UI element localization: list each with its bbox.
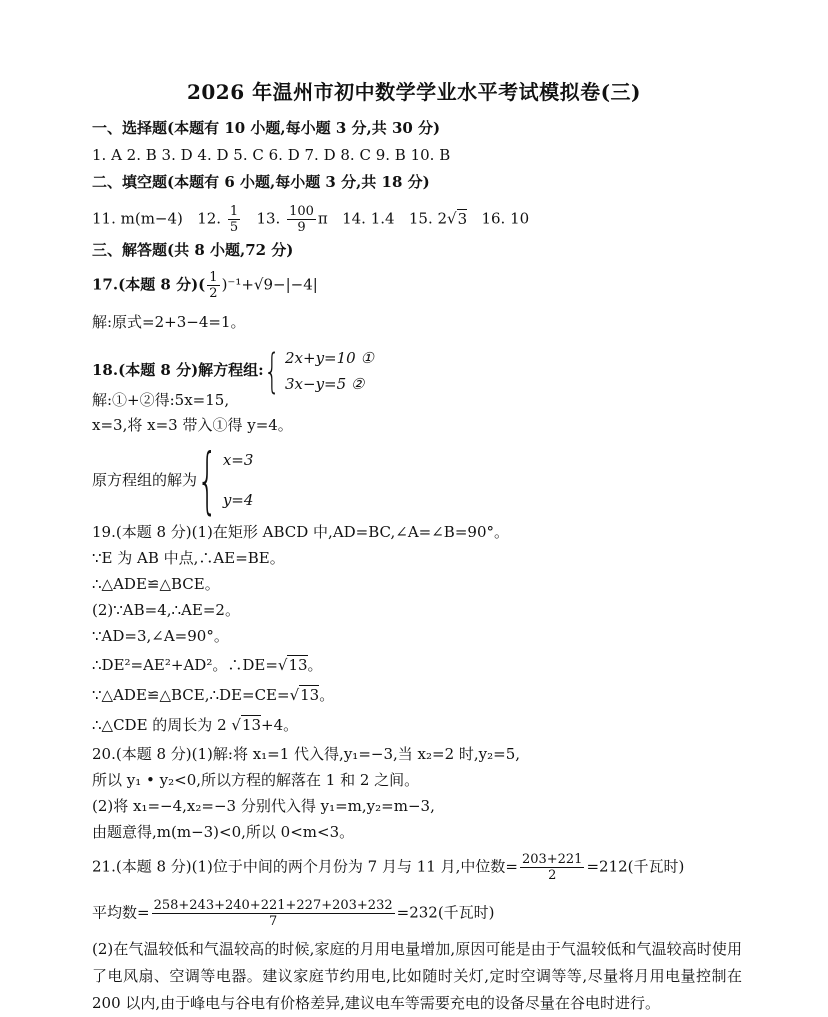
q17-solution: 解:原式=2+3−4=1。: [92, 313, 246, 331]
answer-15-label: 15. 2: [408, 209, 448, 228]
answer-16: 16. 10: [481, 209, 530, 228]
answer-14: 14. 1.4: [342, 209, 395, 228]
q20-line4: 由题意得,m(m−3)<0,所以 0<m<3。: [92, 823, 355, 841]
q19-line8: ∴△CDE 的周长为 2 √13+4。: [92, 716, 299, 734]
answer-15-radicand: 3: [457, 209, 468, 228]
section2-answers: 11. m(m−4) 12. $\frac{1}{5}$ 13. $\frac{100}{9}$ π 14. 1.4 15. 2√3 16. 10: [92, 204, 530, 235]
brace-icon: {: [263, 344, 280, 398]
answer-12-fraction: $\frac{1}{5}$: [229, 204, 239, 235]
q21-line1: 21.(本题 8 分)(1)位于中间的两个月份为 7 月与 11 月,中位数= $\frac{203+221}{2}$ =212(千瓦时): [92, 852, 685, 883]
q20-line3: (2)将 x₁=−4,x₂=−3 分别代入得 y₁=m,y₂=m−3,: [92, 797, 435, 815]
section1-heading: 一、选择题(本题有 10 小题,每小题 3 分,共 30 分): [92, 119, 441, 137]
q17-question: 17.(本题 8 分)( $\frac{1}{2}$ )⁻¹+√9−|−4|: [92, 270, 318, 301]
q20-line2: 所以 y₁ • y₂<0,所以方程的解落在 1 和 2 之间。: [92, 771, 420, 789]
section2-heading: 二、填空题(本题有 6 小题,每小题 3 分,共 18 分): [92, 173, 430, 191]
answer-12-label: 12.: [197, 209, 222, 228]
q18-step1: 解:①+②得:5x=15,: [92, 391, 230, 409]
section1-answers: 1. A 2. B 3. D 4. D 5. C 6. D 7. D 8. C 9. B 10. B: [92, 146, 451, 164]
q21-mean-fraction: $\frac{258+243+240+221+227+203+232}{7}$: [153, 898, 393, 929]
q20-line1: 20.(本题 8 分)(1)解:将 x₁=1 代入得,y₁=−3,当 x₂=2 时,y₂=5,: [92, 745, 521, 763]
q19-line6: ∴DE²=AE²+AD²。∴DE=√13。: [92, 656, 323, 674]
q19-line1: 19.(本题 8 分)(1)在矩形 ABCD 中,AD=BC,∠A=∠B=90°。: [92, 523, 509, 541]
answer-13-fraction: $\frac{100}{9}$: [289, 204, 314, 235]
page-title: 2026 年温州市初中数学学业水平考试模拟卷(三): [186, 80, 642, 104]
q19-line3: ∴△ADE≌△BCE。: [92, 575, 220, 593]
q18-question: 18.(本题 8 分)解方程组:{ 2x+y=10 ① 3x−y=5 ②: [92, 344, 374, 398]
q21-line2: 平均数= $\frac{258+243+240+221+227+203+232}{7}$ =232(千瓦时): [92, 898, 495, 929]
q19-line7: ∵△ADE≌△BCE,∴DE=CE=√13。: [92, 686, 335, 704]
answer-13-suffix: π: [317, 209, 328, 228]
section3-heading: 三、解答题(共 8 小题,72 分): [92, 241, 294, 259]
answer-13-label: 13.: [256, 209, 281, 228]
answer-11: 11. m(m−4): [92, 209, 183, 228]
q21-median-fraction: $\frac{203+221}{2}$: [521, 852, 583, 883]
q17-fraction: $\frac{1}{2}$: [209, 270, 218, 301]
q19-line5: ∵AD=3,∠A=90°。: [92, 627, 229, 645]
q18-result: 原方程组的解为{ x=3 y=4: [92, 438, 254, 522]
q21-part2: (2)在气温较低和气温较高的时候,家庭的月用电量增加,原因可能是由于气温较低和气温较高时使用了电风扇、空调等电器。建议家庭节约用电,比如随时关灯,定时空调等等,尽量将月用电量控制在 200 以内,由于峰电与谷电有价格差异,建议电车等需要充电的设备尽量在谷电时进行。: [92, 940, 742, 1012]
brace-icon: {: [197, 438, 218, 522]
q19-line2: ∵E 为 AB 中点,∴AE=BE。: [92, 549, 285, 567]
q19-line4: (2)∵AB=4,∴AE=2。: [92, 601, 240, 619]
q18-step2: x=3,将 x=3 带入①得 y=4。: [92, 416, 293, 434]
